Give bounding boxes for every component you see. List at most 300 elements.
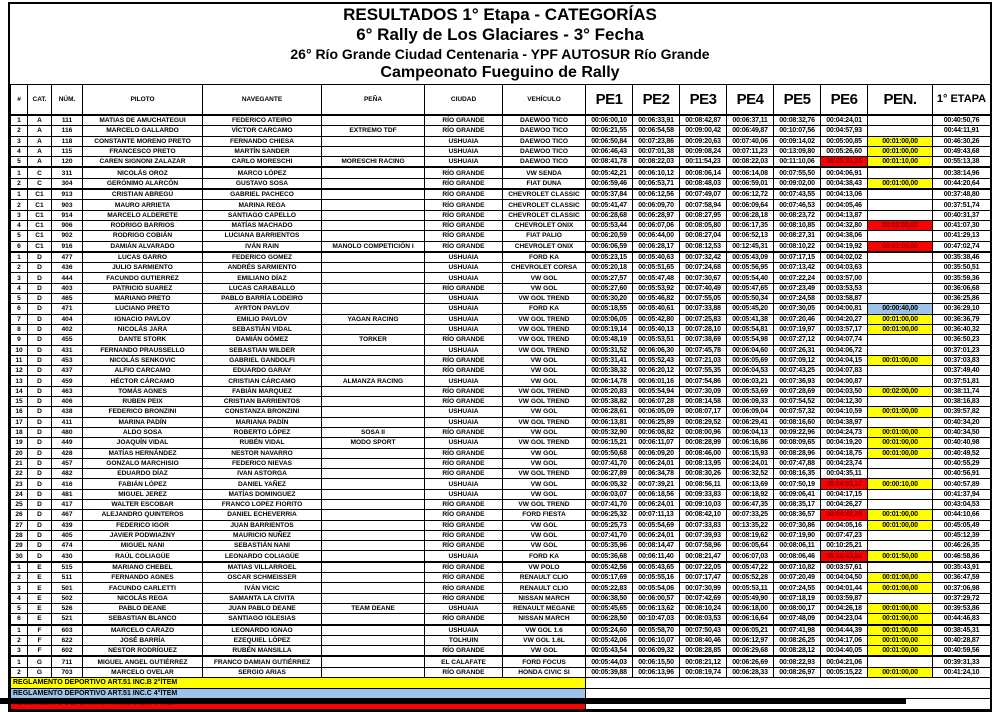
cell-navigator: SERGIO ARIAS: [203, 667, 322, 677]
cell-team: [322, 178, 425, 189]
cell-pe5: 00:07:57,32: [774, 407, 821, 417]
cell-city: USHUAIA: [425, 314, 503, 324]
cell-pe4: 00:05:54,98: [727, 335, 774, 345]
cell-pe6: 00:03:57,00: [821, 273, 868, 283]
cell-pilot: TOMÁS AGNES: [83, 386, 203, 396]
cell-number: 416: [52, 479, 83, 489]
cell-city: USHUAIA: [425, 345, 503, 355]
table-row: [11, 241, 991, 252]
cell-navigator: MARCO LÓPEZ: [203, 167, 322, 178]
table-row: [11, 417, 991, 427]
cell-pe3: 00:07:39,93: [680, 530, 727, 540]
table-row: [11, 407, 991, 417]
cell-vehicle: DAEWOO TICO: [503, 126, 586, 136]
cell-pos: 3: [11, 136, 28, 146]
cell-number: 120: [52, 157, 83, 168]
cell-city: RÍO GRANDE: [425, 200, 503, 210]
cell-city: USHUAIA: [425, 376, 503, 386]
cell-pe2: 00:06:13,96: [633, 667, 680, 677]
table-row: [11, 562, 991, 573]
cell-penalty: 00:02:00,00: [868, 220, 933, 230]
cell-pos: 27: [11, 520, 28, 530]
cell-pe1: 00:07:41,70: [586, 530, 633, 540]
cell-pos: 25: [11, 499, 28, 509]
cell-number: 711: [52, 656, 83, 667]
cell-vehicle: FORD KA: [503, 551, 586, 562]
cell-total: 00:40:28,87: [933, 635, 991, 645]
cell-pe3: 00:07:17,47: [680, 573, 727, 583]
cell-pilot: DAMIÁN ALVARADO: [83, 241, 203, 252]
cell-pos: 11: [11, 355, 28, 365]
cell-penalty: [868, 345, 933, 355]
cell-pos: 5: [11, 294, 28, 304]
cell-category: D: [28, 448, 52, 458]
cell-pe5: 00:10:07,56: [774, 126, 821, 136]
cell-number: 482: [52, 469, 83, 479]
cell-team: [322, 667, 425, 677]
cell-pe5: 00:07:13,42: [774, 263, 821, 273]
cell-category: E: [28, 603, 52, 613]
cell-team: [322, 283, 425, 293]
cell-pe2: 00:05:47,48: [633, 273, 680, 283]
cell-vehicle: FORD KA: [503, 304, 586, 314]
cell-team: [322, 407, 425, 417]
cell-penalty: 00:01:00,00: [868, 583, 933, 593]
cell-pe3: 00:08:30,26: [680, 469, 727, 479]
cell-pe6: 00:04:03,37: [821, 479, 868, 489]
cell-pe4: 00:06:09,64: [727, 200, 774, 210]
cell-pe4: 00:05:53,11: [727, 583, 774, 593]
cell-vehicle: VW GOL: [503, 427, 586, 437]
cell-number: 480: [52, 427, 83, 437]
cell-city: RÍO GRANDE: [425, 115, 503, 126]
cell-total: 00:40:55,29: [933, 458, 991, 468]
cell-vehicle: VW SENDA: [503, 167, 586, 178]
cell-pe4: 00:05:43,09: [727, 252, 774, 263]
cell-category: C1: [28, 231, 52, 241]
cell-pos: 14: [11, 386, 28, 396]
cell-number: 903: [52, 200, 83, 210]
cell-pe3: 00:08:42,10: [680, 510, 727, 520]
cell-pilot: FEDERICO BRONZINI: [83, 407, 203, 417]
cell-navigator: NESTOR NAVARRO: [203, 448, 322, 458]
cell-pe1: 00:05:50,68: [586, 448, 633, 458]
cell-pe6: 00:04:17,06: [821, 635, 868, 645]
cell-total: 00:40:57,89: [933, 479, 991, 489]
cell-pe3: 00:08:13,95: [680, 458, 727, 468]
col-header-vehicle: VEHÍCULO: [503, 85, 586, 116]
cell-category: E: [28, 562, 52, 573]
cell-vehicle: VW GOL TREND: [503, 294, 586, 304]
cell-category: D: [28, 397, 52, 407]
cell-pe2: 00:05:54,94: [633, 386, 680, 396]
cell-pe1: 00:06:00,10: [586, 115, 633, 126]
cell-team: [322, 573, 425, 583]
cell-penalty: [868, 366, 933, 376]
cell-total: 00:44:20,64: [933, 178, 991, 189]
cell-pe5: 00:07:54,52: [774, 397, 821, 407]
cell-number: 444: [52, 273, 83, 283]
cell-vehicle: VW GOL TREND: [503, 417, 586, 427]
col-header-category: CAT.: [28, 85, 52, 116]
col-header-pe2: PE2: [633, 85, 680, 116]
cell-city: RÍO GRANDE: [425, 178, 503, 189]
cell-vehicle: VW GOL TREND: [503, 335, 586, 345]
cell-category: D: [28, 520, 52, 530]
cell-pe2: 00:06:10,12: [633, 167, 680, 178]
cell-category: D: [28, 376, 52, 386]
cell-pilot: JOAQUÍN VIDAL: [83, 438, 203, 448]
cell-navigator: CARLO MORESCHI: [203, 157, 322, 168]
cell-city: RÍO GRANDE: [425, 562, 503, 573]
cell-pe4: 00:05:54,81: [727, 324, 774, 334]
cell-pe4: 00:05:45,20: [727, 304, 774, 314]
cell-pe4: 00:08:22,03: [727, 157, 774, 168]
cell-pe3: 00:08:19,74: [680, 667, 727, 677]
cell-penalty: 00:01:00,00: [868, 407, 933, 417]
cell-navigator: FEDERICO ATEIRO: [203, 115, 322, 126]
cell-pe5: 00:09:02,00: [774, 178, 821, 189]
cell-total: 00:40:40,98: [933, 438, 991, 448]
cell-vehicle: VW GOL: [503, 530, 586, 540]
cell-team: SOSA II: [322, 427, 425, 437]
cell-pe5: 00:08:10,85: [774, 220, 821, 230]
cell-pe5: 00:08:26,25: [774, 635, 821, 645]
cell-pe3: 00:08:56,11: [680, 479, 727, 489]
cell-pe6: 00:05:26,60: [821, 146, 868, 156]
cell-pe3: 00:08:07,17: [680, 407, 727, 417]
cell-pe3: 00:07:55,05: [680, 294, 727, 304]
cell-pilot: FACUNDO GUTIERREZ: [83, 273, 203, 283]
cell-pe5: 00:07:46,53: [774, 200, 821, 210]
cell-penalty: [868, 397, 933, 407]
cell-number: 603: [52, 625, 83, 636]
cell-pos: 4: [11, 593, 28, 603]
cell-total: 00:44:11,91: [933, 126, 991, 136]
cell-category: D: [28, 386, 52, 396]
cell-number: 622: [52, 635, 83, 645]
title-block: [10, 4, 990, 84]
cell-pe1: 00:07:41,70: [586, 458, 633, 468]
cell-pos: 29: [11, 541, 28, 551]
cell-pilot: MIGUEL ANGEL GUTIÉRREZ: [83, 656, 203, 667]
cell-pe6: 00:04:57,93: [821, 126, 868, 136]
page-title: RESULTADOS 1° Etapa - CATEGORÍAS: [343, 5, 657, 24]
cell-pe2: 00:07:23,86: [633, 136, 680, 146]
cell-city: RÍO GRANDE: [425, 530, 503, 540]
cell-number: 417: [52, 499, 83, 509]
cell-category: D: [28, 314, 52, 324]
cell-pe1: 00:06:05,32: [586, 479, 633, 489]
cell-pilot: CRISTIAN ABREGÚ: [83, 189, 203, 200]
cell-navigator: EMILIANO DÍAZ: [203, 273, 322, 283]
cell-pe6: 00:04:06,72: [821, 345, 868, 355]
cell-pos: 21: [11, 458, 28, 468]
cell-penalty: [868, 273, 933, 283]
cell-pe4: 00:06:05,21: [727, 625, 774, 636]
cell-pe1: 00:05:38,32: [586, 366, 633, 376]
cell-pe3: 00:07:30,09: [680, 386, 727, 396]
cell-pe2: 00:05:53,51: [633, 335, 680, 345]
table-row: [11, 157, 991, 168]
cell-city: RÍO GRANDE: [425, 220, 503, 230]
cell-pe5: 00:07:24,55: [774, 583, 821, 593]
cell-pe3: 00:09:20,63: [680, 136, 727, 146]
cell-pe3: 00:07:28,10: [680, 324, 727, 334]
col-header-team: PEÑA: [322, 85, 425, 116]
table-row: [11, 656, 991, 667]
cell-pe3: 00:08:06,14: [680, 167, 727, 178]
cell-pe3: 00:09:08,24: [680, 146, 727, 156]
cell-pilot: LUCIANO PRETO: [83, 304, 203, 314]
cell-team: [322, 146, 425, 156]
cell-number: 449: [52, 438, 83, 448]
cell-vehicle: FIAT PALIO: [503, 231, 586, 241]
cell-pe5: 00:09:06,41: [774, 489, 821, 499]
cell-category: D: [28, 294, 52, 304]
cell-total: 00:35:38,46: [933, 252, 991, 263]
cell-number: 438: [52, 407, 83, 417]
cell-number: 515: [52, 562, 83, 573]
cell-number: 526: [52, 603, 83, 613]
cell-navigator: MARIANA PADÍN: [203, 417, 322, 427]
cell-number: 439: [52, 520, 83, 530]
cell-navigator: DANIEL YAÑEZ: [203, 479, 322, 489]
cell-pos: 8: [11, 324, 28, 334]
cell-total: 00:39:31,33: [933, 656, 991, 667]
cell-pe3: 00:08:12,53: [680, 241, 727, 252]
cell-pe2: 00:10:47,03: [633, 614, 680, 625]
cell-pilot: NICOLÁS OROZ: [83, 167, 203, 178]
cell-pe2: 00:06:24,01: [633, 458, 680, 468]
cell-pe1: 00:06:20,59: [586, 231, 633, 241]
col-header-city: CIUDAD: [425, 85, 503, 116]
cell-city: RÍO GRANDE: [425, 335, 503, 345]
cell-penalty: [868, 593, 933, 603]
cell-vehicle: VW GOL 1.6: [503, 625, 586, 636]
cell-total: 00:40:59,56: [933, 646, 991, 657]
cell-pe3: 00:07:54,86: [680, 376, 727, 386]
table-row: [11, 603, 991, 613]
cell-pe3: 00:08:21,12: [680, 656, 727, 667]
cell-category: C: [28, 178, 52, 189]
cell-category: D: [28, 551, 52, 562]
cell-pe5: 00:08:09,65: [774, 438, 821, 448]
cell-pos: 2: [11, 200, 28, 210]
cell-category: A: [28, 115, 52, 126]
cell-number: 455: [52, 335, 83, 345]
cell-pe1: 00:05:53,44: [586, 220, 633, 230]
cell-total: 00:39:57,82: [933, 407, 991, 417]
cell-pilot: ALFIO CARCAMO: [83, 366, 203, 376]
cell-pos: 6: [11, 614, 28, 625]
cell-pe2: 00:06:18,56: [633, 489, 680, 499]
cell-pe6: 00:04:23,74: [821, 458, 868, 468]
cell-pe6: 00:04:04,15: [821, 355, 868, 365]
cell-vehicle: DAEWOO TICO: [503, 115, 586, 126]
cell-navigator: SAMANTA LA CIVITA: [203, 593, 322, 603]
cell-category: G: [28, 667, 52, 677]
cell-city: RÍO GRANDE: [425, 241, 503, 252]
cell-team: ALMANZA RACING: [322, 376, 425, 386]
cell-city: RÍO GRANDE: [425, 593, 503, 603]
cell-navigator: RUBÉN VIDAL: [203, 438, 322, 448]
cell-category: D: [28, 355, 52, 365]
cell-total: 00:46:30,26: [933, 136, 991, 146]
cell-total: 00:55:13,38: [933, 157, 991, 168]
cell-vehicle: VW GOL TREND: [503, 469, 586, 479]
cell-city: RÍO GRANDE: [425, 614, 503, 625]
cell-number: 111: [52, 115, 83, 126]
cell-pe5: 00:07:19,97: [774, 324, 821, 334]
cell-total: 00:38:16,83: [933, 397, 991, 407]
cell-pe5: 00:08:35,17: [774, 499, 821, 509]
cell-pe1: 00:05:06,05: [586, 314, 633, 324]
cell-pe4: 00:06:18,92: [727, 489, 774, 499]
cell-pe6: 00:04:13,87: [821, 210, 868, 220]
cell-pe2: 00:05:54,06: [633, 583, 680, 593]
cell-number: 502: [52, 593, 83, 603]
table-row: [11, 220, 991, 230]
cell-total: 00:40:34,50: [933, 427, 991, 437]
cell-penalty: [868, 499, 933, 509]
cell-pilot: MATIAS DE AMUCHATEGUI: [83, 115, 203, 126]
cell-pe5: 00:07:27,12: [774, 335, 821, 345]
cell-vehicle: VW GOL TREND: [503, 499, 586, 509]
cell-penalty: 00:01:00,00: [868, 427, 933, 437]
cell-city: USHUAIA: [425, 625, 503, 636]
cell-pilot: MARIANO PRETO: [83, 294, 203, 304]
cell-city: USHUAIA: [425, 603, 503, 613]
cell-team: [322, 252, 425, 263]
table-row: [11, 167, 991, 178]
table-row: [11, 469, 991, 479]
cell-pe4: 00:07:40,06: [727, 136, 774, 146]
cell-pe5: 00:08:27,31: [774, 231, 821, 241]
cell-team: [322, 614, 425, 625]
cell-penalty: 00:01:00,00: [868, 324, 933, 334]
cell-number: 431: [52, 345, 83, 355]
cell-pe2: 00:06:13,62: [633, 603, 680, 613]
cell-total: 00:41:29,13: [933, 231, 991, 241]
cell-pilot: ALDO SOSA: [83, 427, 203, 437]
table-row: [11, 510, 991, 520]
cell-category: D: [28, 530, 52, 540]
cell-pe2: 00:05:58,70: [633, 625, 680, 636]
cell-pe5: 00:08:36,57: [774, 510, 821, 520]
cell-pe5: 00:11:10,06: [774, 157, 821, 168]
cell-number: 459: [52, 376, 83, 386]
cell-penalty: 00:01:00,00: [868, 241, 933, 252]
cell-penalty: [868, 530, 933, 540]
cell-number: 453: [52, 355, 83, 365]
cell-pilot: MARCELO CARAZO: [83, 625, 203, 636]
cell-pilot: IGNACIO PAVLOV: [83, 314, 203, 324]
cell-navigator: MATÍAS DOMINGUEZ: [203, 489, 322, 499]
table-row: [11, 646, 991, 657]
cell-team: [322, 386, 425, 396]
table-row: [11, 200, 991, 210]
cell-pe6: 00:04:44,39: [821, 625, 868, 636]
cell-city: RÍO GRANDE: [425, 231, 503, 241]
cell-pe5: 00:07:17,15: [774, 252, 821, 263]
cell-pe5: 00:08:06,11: [774, 541, 821, 551]
col-header-pe3: PE3: [680, 85, 727, 116]
col-header-etapa: 1° ETAPA: [933, 85, 991, 116]
cell-pe2: 00:06:28,17: [633, 241, 680, 252]
table-row: [11, 625, 991, 636]
cell-total: 00:36:06,68: [933, 283, 991, 293]
cell-pe1: 00:05:27,57: [586, 273, 633, 283]
cell-pe5: 00:07:23,49: [774, 283, 821, 293]
cell-pilot: MAURO ARRIETA: [83, 200, 203, 210]
cell-pe2: 00:06:07,28: [633, 397, 680, 407]
results-body: [11, 115, 991, 678]
cell-pe3: 00:08:00,96: [680, 427, 727, 437]
cell-penalty: [868, 200, 933, 210]
cell-vehicle: CHEVROLET ONIX: [503, 220, 586, 230]
cell-total: 00:38:45,31: [933, 625, 991, 636]
cell-total: 00:45:05,49: [933, 520, 991, 530]
cell-pe6: 00:05:15,22: [821, 667, 868, 677]
cell-pe4: 00:06:15,93: [727, 448, 774, 458]
cell-city: RÍO GRANDE: [425, 573, 503, 583]
cell-city: RÍO GRANDE: [425, 366, 503, 376]
cell-pe2: 00:06:54,58: [633, 126, 680, 136]
cell-pe3: 00:08:03,53: [680, 614, 727, 625]
cell-pos: 1: [11, 189, 28, 200]
cell-team: [322, 458, 425, 468]
cell-navigator: MARINA REGA: [203, 200, 322, 210]
cell-vehicle: VW GOL TREND: [503, 397, 586, 407]
cell-pe5: 00:07:43,25: [774, 366, 821, 376]
cell-category: E: [28, 583, 52, 593]
cell-pe1: 00:06:03,07: [586, 489, 633, 499]
cell-pe1: 00:05:31,41: [586, 355, 633, 365]
cell-total: 00:36:40,32: [933, 324, 991, 334]
cell-pe4: 00:05:53,69: [727, 386, 774, 396]
cell-pe1: 00:05:38,82: [586, 397, 633, 407]
cell-navigator: ANDRÉS SARMIENTO: [203, 263, 322, 273]
cell-city: RÍO GRANDE: [425, 355, 503, 365]
cell-team: [322, 324, 425, 334]
cell-pe5: 00:08:00,17: [774, 603, 821, 613]
table-row: [11, 479, 991, 489]
cell-pe6: 00:04:26,18: [821, 603, 868, 613]
cell-total: 00:37:01,23: [933, 345, 991, 355]
cell-penalty: [868, 335, 933, 345]
cell-category: D: [28, 273, 52, 283]
cell-team: [322, 551, 425, 562]
cell-pilot: JOSÉ BARRÍA: [83, 635, 203, 645]
cell-category: A: [28, 126, 52, 136]
cell-number: 914: [52, 210, 83, 220]
cell-pe4: 00:06:17,35: [727, 220, 774, 230]
cell-pos: 5: [11, 603, 28, 613]
cell-pe6: 00:04:00,87: [821, 376, 868, 386]
cell-number: 511: [52, 573, 83, 583]
cell-navigator: FRANCO LOPEZ FIORITO: [203, 499, 322, 509]
cell-number: 406: [52, 397, 83, 407]
cell-total: 00:45:12,39: [933, 530, 991, 540]
cell-total: 00:35:50,51: [933, 263, 991, 273]
cell-category: D: [28, 304, 52, 314]
cell-pe2: 00:05:40,13: [633, 324, 680, 334]
cell-vehicle: VW GOL: [503, 479, 586, 489]
cell-total: 00:41:24,10: [933, 667, 991, 677]
cell-pe6: 00:03:57,61: [821, 562, 868, 573]
cell-total: 00:37:49,40: [933, 366, 991, 376]
